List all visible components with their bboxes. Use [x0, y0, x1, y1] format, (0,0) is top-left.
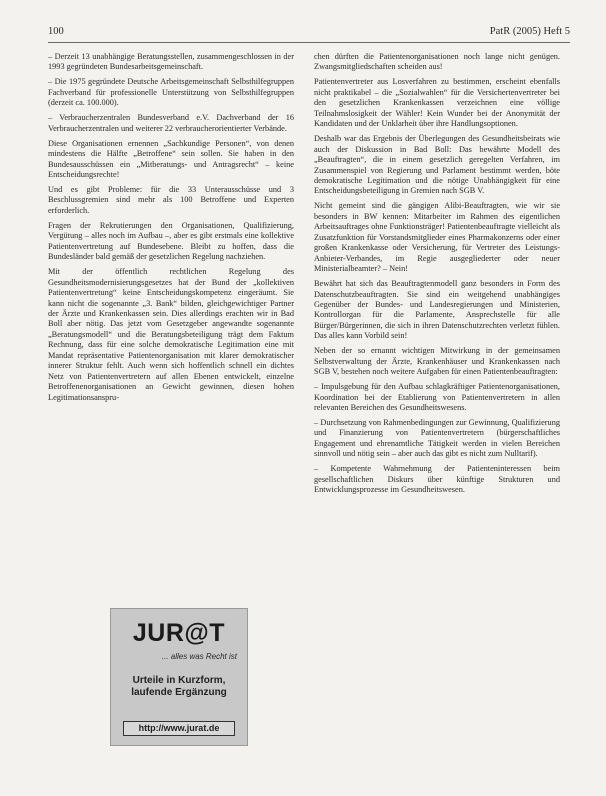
page-header — [48, 26, 570, 43]
paragraph: Bewährt hat sich das Beauftragtenmodell ganz besonders in Form des Datenschutzbeauftragten. Sie sind ein weitgehend unabhängiges Gegenüber der Bundes- und Landesregierungen und Ministerien, Kontrollorgan für die Parlamente, Ansprechstelle für alle Bürger/Bürgerinnen, die sich in ihren Datenschutzrechten verletzt fühlen. Das alles kann Vorbild sein! — [314, 279, 560, 341]
page-number: 100 — [48, 26, 64, 37]
paragraph: Patientenvertreter aus Losverfahren zu bestimmen, erscheint ebenfalls nicht praktikabel – die „Sozialwahlen“ für die Versichertenvertreter bei den gesetzlichen Krankenkassen verzeichnen eine völlige Teilnahmslosigkeit der Wähler! Kein Wunder bei der Anonymität der Kandidaten und der Unklarheit über ihre Handlungsoptionen. — [314, 77, 560, 129]
paragraph: – Kompetente Wahrnehmung der Patienteninteressen beim gesellschaftlichen Diskurs über künftige Strukturen und Entwicklungsprozesse im Gesundheitswesen. — [314, 464, 560, 495]
paragraph: Diese Organisationen ernennen „Sachkundige Personen“, von denen mindestens die Hälfte „Betroffene“ sein sollen. Sie haben in den Bundesausschüssen ein „Mitberatungs- und Antragsrecht“ – keine Entscheidungsrechte! — [48, 138, 294, 180]
journal-reference: PatR (2005) Heft 5 — [489, 26, 570, 37]
ad-subtitle — [111, 675, 247, 699]
jurat-advertisement — [110, 608, 248, 746]
ad-subtitle-line: laufende Ergänzung — [131, 687, 227, 698]
ad-url[interactable]: http://www.jurat.de — [123, 721, 235, 736]
right-column — [314, 52, 560, 500]
paragraph: Und es gibt Probleme: für die 33 Unterausschüsse und 3 Beschlussgremien sind mehr als 100 Betroffene und Experten erforderlich. — [48, 184, 294, 215]
paragraph: – Durchsetzung von Rahmenbedingungen zur Gewinnung, Qualifizierung und Finanzierung von Patientenvertretern (bürgerschaftliches Engagement und ehrenamtliche Tätigkeit werden in vielen Bereichen sinnvoll und nötig sein – aber auch das gibt es nicht zum Nulltarif). — [314, 418, 560, 459]
paragraph: Neben der so ernannt wichtigen Mitwirkung in der gemeinsamen Selbstverwaltung der Ärzte, Krankenhäuser und Krankenkassen nach SGB V, bestehen noch weitere Aufgaben für einen Patientenbeauftragten: — [314, 346, 560, 377]
paragraph: – Derzeit 13 unabhängige Beratungsstellen, zusammengeschlossen in der 1993 gegründeten Bundesarbeitsgemeinschaft. — [48, 52, 294, 72]
paragraph: – Die 1975 gegründete Deutsche Arbeitsgemeinschaft Selbsthilfegruppen Fachverband für professionelle Unterstützung von Selbsthilfegruppen (derzeit ca. 100.000). — [48, 77, 294, 108]
paragraph: Mit der öffentlich rechtlichen Regelung des Gesundheitsmodernisierungsgesetzes hat der Bund der „kollektiven Patientenvertretung“ keine Entscheidungskompetenz eingeräumt. Sie kann nicht die sogenannte „3. Bank“ bilden, gleichgewichtiger Partner der Ärzte und Krankenkassen sein. Dies allerdings erachten wir in Bad Boll aber nötig. Das jetzt vom Gesetzgeber angewandte sogenannte „Beratungsmodell“ und die Beratungsbeteiligung trägt dem Faktum Rechnung, dass für eine solche demokratische Legitimation eine mit Mandat repräsentative Patientenorganisation mit klarer demokratischer innerer Struktur fehlt. Auch wenn sich hoffentlich schnell ein dichtes Netz von Patientenvertretern auf allen Ebenen entwickelt, einzelne Betroffenenorganisationen an Gewicht gewinnen, diesen hohen Legitimationsanspru- — [48, 267, 294, 402]
left-column — [48, 52, 294, 408]
paragraph: Deshalb war das Ergebnis der Überlegungen des Gesundheitsbeirats wie auch der Diskussion in Bad Boll: Das bewährte Modell des „Beauftragten“, die in einem gesetzlich geregelten Verfahren, im Zusammenspiel von Regierung und Parlament bestimmt werden, böte demokratische Legitimation und die nötige Unabhängigkeit für eine Entscheidungsbeteiligung in Gremien nach SGB V. — [314, 134, 560, 196]
ad-tagline: ... alles was Recht ist — [161, 652, 237, 661]
paragraph: Nicht gemeint sind die gängigen Alibi-Beauftragten, wie wir sie besonders in BW kennen: Mitarbeiter im Rahmen des eigentlichen Arbeitsauftrages ohne Funktionsträger! Patientenbeauftragte vielleicht als Zusatzfunktion für Vorstandsmitglieder eines Pharmakonzerns oder einer großen Krankenkasse oder Versicherung, für Vertreter des Leistungs-Anbieter-Verbandes, im Regie ausgegliederter oder neuer Ministerialbeamter? – Nein! — [314, 201, 560, 274]
jurat-logo: JUR@T — [132, 619, 226, 647]
ad-subtitle-line: Urteile in Kurzform, — [132, 675, 226, 686]
paragraph: chen dürften die Patientenorganisationen noch lange nicht genügen. Zwangsmitgliedschaften scheiden aus! — [314, 52, 560, 72]
paragraph: – Verbraucherzentralen Bundesverband e.V. Dachverband der 16 Verbraucherzentralen und weiterer 22 verbraucherorientierter Verbände. — [48, 113, 294, 133]
paragraph: – Impulsgebung für den Aufbau schlagkräftiger Patientenorganisationen, Koordination bei der Etablierung von Patientenvertretern in allen relevanten Bereichen des Gesundheitswesens. — [314, 382, 560, 413]
paragraph: Fragen der Rekrutierungen den Organisationen, Qualifizierung, Vergütung – alles noch im Aufbau –, aber es gibt erstmals eine kollektive Patientenvertretung auf Bundesebene. Bleibt zu hoffen, dass die Bundesländer bald gemäß der gesetzlichen Regelung nachziehen. — [48, 220, 294, 262]
